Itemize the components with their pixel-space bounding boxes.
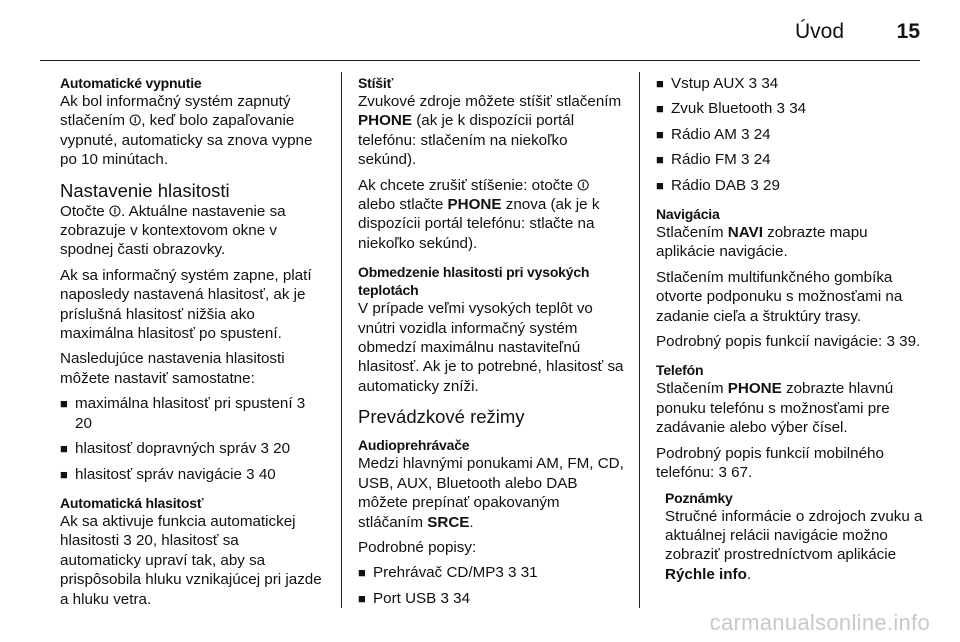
watermark: carmanualsonline.info bbox=[709, 610, 930, 635]
phone-heading: Telefón bbox=[656, 362, 704, 379]
list-item: ■ Rádio FM 3 24 bbox=[656, 151, 771, 169]
audio-list bbox=[358, 563, 624, 608]
auto-volume-text: Ak sa aktivuje funkcia automatickej hlasitosti 3 20, hlasitosť sa automaticky upraví tak, aby sa prispôsobila hluku vznikajúcej pri jazde a hluku vetra. bbox=[60, 512, 322, 608]
list-item: ■ Rádio DAB 3 29 bbox=[656, 176, 780, 194]
source-list bbox=[656, 74, 924, 195]
mute-paragraph-1: Zvukové zdroje môžete stíšiť stlačením PHONE (ak je k dispozícii portál telefónu: stlačením na niekoľko sekúnd). bbox=[358, 93, 622, 169]
page-header bbox=[0, 16, 960, 56]
bullet-icon: ■ bbox=[60, 466, 68, 482]
nav-paragraph-3: Podrobný popis funkcií navigácie: 3 39. bbox=[656, 333, 921, 351]
header-rule bbox=[40, 60, 920, 61]
audio-paragraph-1: Medzi hlavnými ponukami AM, FM, CD, USB, AUX, Bluetooth alebo DAB môžete prepínať opakovaným stláčaním SRCE. bbox=[358, 455, 624, 531]
list-item: ■ Rádio AM 3 24 bbox=[656, 125, 771, 143]
mute-paragraph-2: Ak chcete zrušiť stíšenie: otočte ⏼ alebo stlačte PHONE znova (ak je k dispozícii portál telefónu: stlačte na niekoľko sekúnd). bbox=[358, 176, 600, 252]
list-item: ■ Prehrávač CD/MP3 3 31 bbox=[358, 564, 538, 582]
audio-heading: Audioprehrávače bbox=[358, 437, 470, 454]
list-item: ■ maximálna hlasitosť pri spustení 3 20 bbox=[60, 395, 306, 432]
audio-paragraph-2: Podrobné popisy: bbox=[358, 538, 477, 556]
volume-paragraph-3: Nasledujúce nastavenia hlasitosti môžete nastaviť samostatne: bbox=[60, 350, 285, 387]
column-divider-2 bbox=[639, 72, 640, 608]
nav-paragraph-2: Stlačením multifunkčného gombíka otvorte podponuku s možnosťami na zadanie cieľa a štruktúry trasy. bbox=[656, 268, 903, 325]
note-box bbox=[665, 489, 924, 585]
bullet-icon: ■ bbox=[60, 396, 68, 412]
auto-off-text: Ak bol informačný systém zapnutý stlačením ⏼, keď bolo zapaľovanie vypnuté, automaticky sa znova vypne po 10 minútach. bbox=[60, 93, 313, 169]
list-item: ■ hlasitosť dopravných správ 3 20 bbox=[60, 440, 291, 458]
phone-paragraph-2: Podrobný popis funkcií mobilného telefónu: 3 67. bbox=[656, 444, 884, 482]
mute-heading: Stíšiť bbox=[358, 75, 394, 91]
list-item: ■ Vstup AUX 3 34 bbox=[656, 75, 779, 92]
volume-paragraph-1: Otočte ⏼. Aktuálne nastavenie sa zobrazuje v kontextovom okne v spodnej časti obrazovky. bbox=[60, 202, 286, 259]
auto-off-heading: Automatické vypnutie bbox=[60, 75, 202, 91]
bullet-icon: ■ bbox=[358, 590, 366, 606]
list-item: ■ Port USB 3 34 bbox=[358, 589, 471, 607]
volume-heading: Nastavenie hlasitosti bbox=[60, 179, 230, 201]
page-number: 15 bbox=[896, 20, 920, 43]
modes-heading: Prevádzkové režimy bbox=[358, 406, 525, 428]
column-1 bbox=[60, 74, 322, 615]
column-divider-1 bbox=[341, 72, 342, 608]
nav-heading: Navigácia bbox=[656, 206, 720, 223]
temp-text: V prípade veľmi vysokých teplôt vo vnútri vozidla informačný systém obmedzí maximálnu nastaviteľnú hlasitosť. Ak je to potrebné, hlasitosť sa automaticky zníži. bbox=[358, 300, 624, 395]
auto-off-section bbox=[60, 74, 322, 170]
header-title: Úvod bbox=[794, 20, 844, 43]
list-item: ■ Zvuk Bluetooth 3 34 bbox=[656, 100, 807, 118]
bullet-icon: ■ bbox=[656, 152, 664, 168]
nav-paragraph-1: Stlačením NAVI zobrazte mapu aplikácie navigácie. bbox=[656, 224, 868, 261]
note-heading: Poznámky bbox=[665, 489, 733, 506]
bullet-icon: ■ bbox=[656, 76, 664, 91]
column-2 bbox=[358, 74, 624, 614]
volume-list bbox=[60, 394, 322, 484]
bullet-icon: ■ bbox=[358, 565, 366, 581]
list-item: ■ hlasitosť správ navigácie 3 40 bbox=[60, 465, 276, 483]
temp-heading: Obmedzenie hlasitosti pri vysokých teplotách bbox=[358, 264, 590, 299]
bullet-icon: ■ bbox=[60, 441, 68, 457]
note-text: Stručné informácie o zdrojoch zvuku a aktuálnej relácii navigácie možno zobraziť prostredníctvom aplikácie Rýchle info. bbox=[665, 507, 923, 583]
phone-paragraph-1: Stlačením PHONE zobrazte hlavnú ponuku telefónu s možnosťami pre zadávanie alebo výber čísel. bbox=[656, 380, 894, 437]
bullet-icon: ■ bbox=[656, 177, 664, 193]
column-3 bbox=[656, 74, 924, 590]
auto-volume-heading: Automatická hlasitosť bbox=[60, 494, 204, 511]
bullet-icon: ■ bbox=[656, 126, 664, 142]
volume-paragraph-2: Ak sa informačný systém zapne, platí naposledy nastavená hlasitosť, ak je príslušná hlasitosť nižšia ako maximálna hlasitosť po spustení. bbox=[60, 266, 312, 343]
bullet-icon: ■ bbox=[656, 101, 664, 117]
